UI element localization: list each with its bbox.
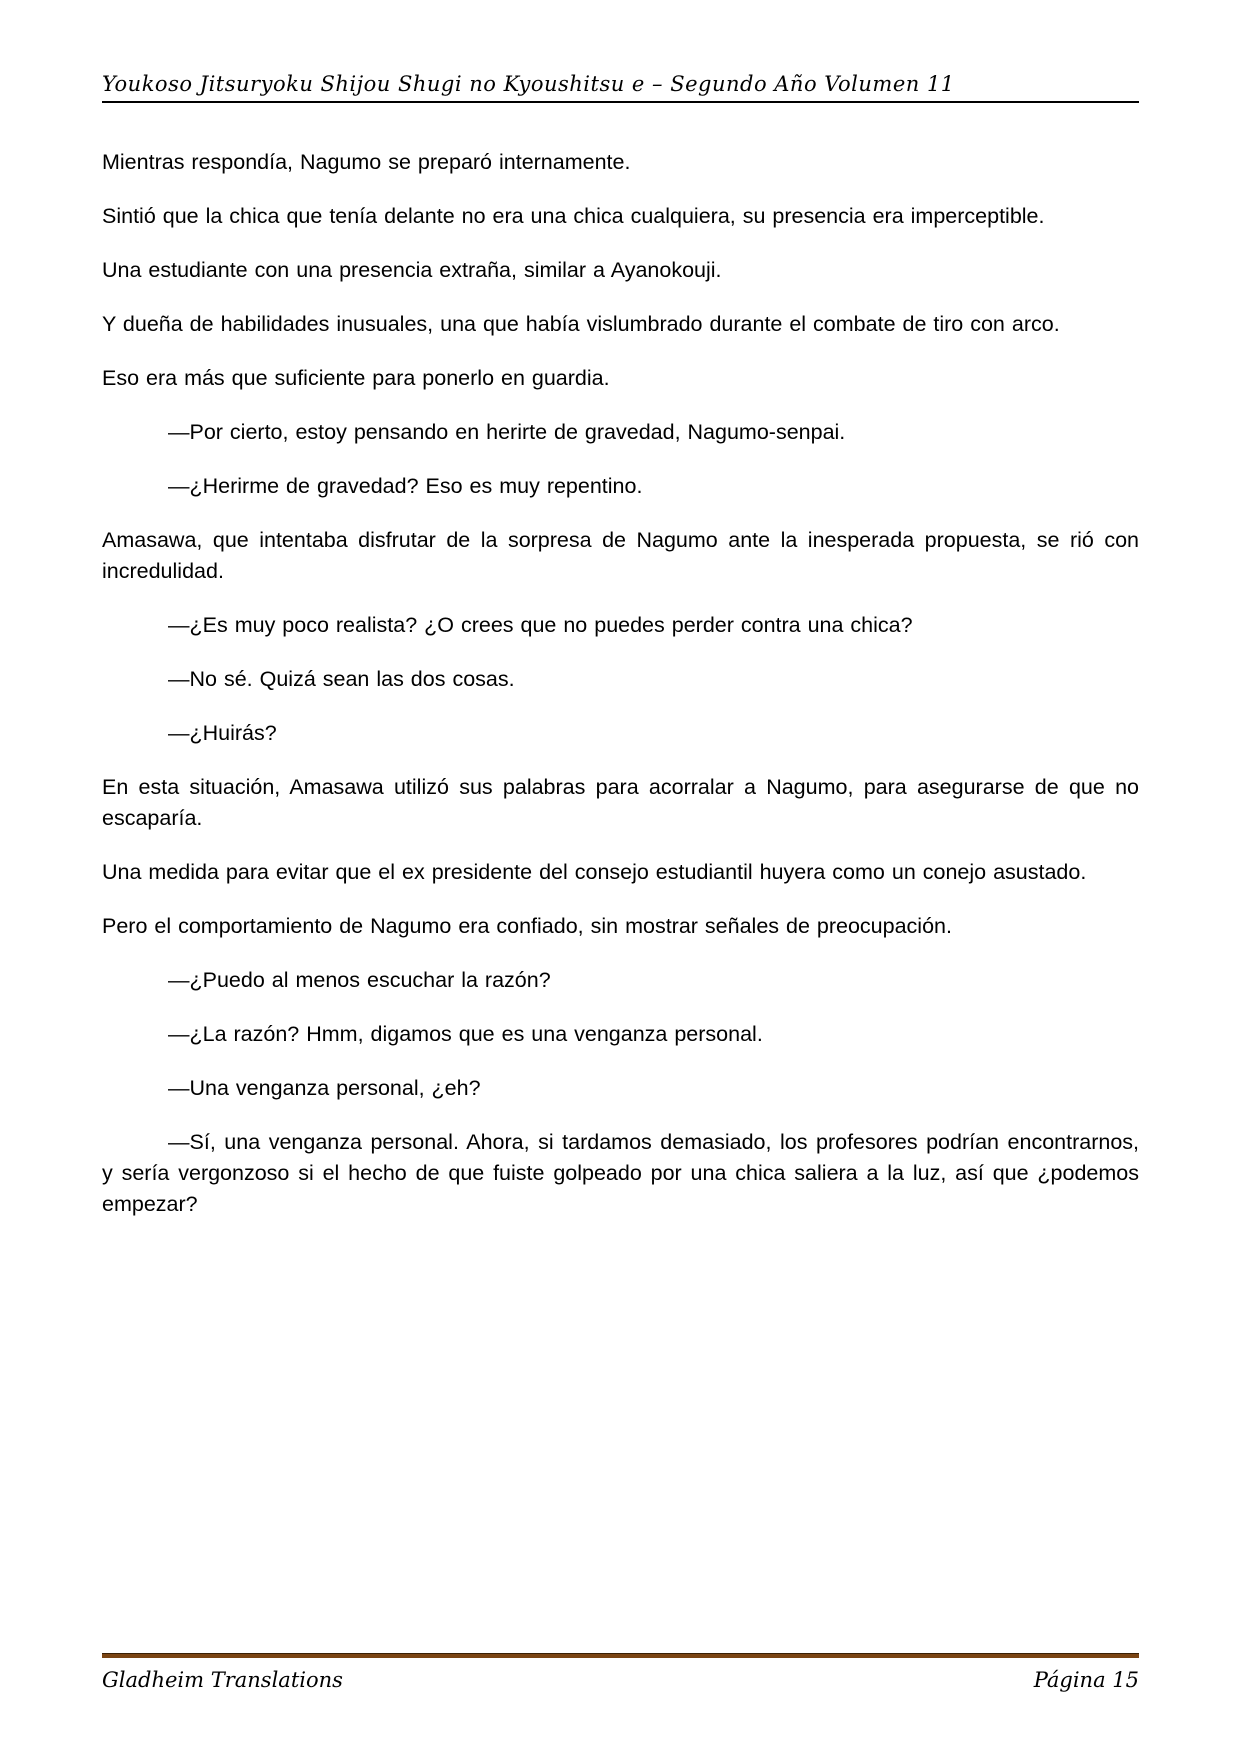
footer-rule bbox=[102, 1653, 1139, 1658]
dialogue-paragraph: —Por cierto, estoy pensando en herirte de gravedad, Nagumo-senpai. bbox=[168, 420, 846, 444]
dialogue-paragraph: —No sé. Quizá sean las dos cosas. bbox=[168, 667, 515, 691]
page-body bbox=[102, 103, 1139, 1220]
paragraph: Mientras respondía, Nagumo se preparó internamente. bbox=[102, 150, 631, 174]
dialogue-paragraph: —¿Puedo al menos escuchar la razón? bbox=[168, 968, 551, 992]
paragraph: Y dueña de habilidades inusuales, una que había vislumbrado durante el combate de tiro con arco. bbox=[102, 312, 1060, 336]
dialogue-paragraph: —¿Huirás? bbox=[168, 721, 277, 745]
paragraph: Pero el comportamiento de Nagumo era confiado, sin mostrar señales de preocupación. bbox=[102, 914, 952, 938]
footer-translator-credit: Gladheim Translations bbox=[102, 1668, 343, 1692]
page-footer bbox=[102, 1653, 1139, 1692]
paragraph: Una medida para evitar que el ex presidente del consejo estudiantil huyera como un conejo asustado. bbox=[102, 860, 1087, 884]
paragraph: Eso era más que suficiente para ponerlo en guardia. bbox=[102, 366, 610, 390]
paragraph: Sintió que la chica que tenía delante no era una chica cualquiera, su presencia era imperceptible. bbox=[102, 204, 1045, 228]
header-title: Youkoso Jitsuryoku Shijou Shugi no Kyoushitsu e – Segundo Año Volumen 11 bbox=[102, 72, 955, 96]
paragraph: Amasawa, que intentaba disfrutar de la sorpresa de Nagumo ante la inesperada propuesta, se rió con incredulidad. bbox=[102, 528, 1139, 583]
footer-page-number: Página 15 bbox=[1033, 1668, 1139, 1692]
page-header bbox=[102, 72, 1139, 103]
dialogue-paragraph: —¿Herirme de gravedad? Eso es muy repentino. bbox=[168, 474, 643, 498]
dialogue-paragraph: —Sí, una venganza personal. Ahora, si tardamos demasiado, los profesores podrían encontrarnos, y sería vergonzoso si el hecho de que fuiste golpeado por una chica saliera a la luz, así que ¿podemos empezar? bbox=[102, 1130, 1139, 1216]
footer-row bbox=[102, 1668, 1139, 1692]
paragraph: Una estudiante con una presencia extraña, similar a Ayanokouji. bbox=[102, 258, 722, 282]
dialogue-paragraph: —¿Es muy poco realista? ¿O crees que no puedes perder contra una chica? bbox=[168, 613, 913, 637]
dialogue-paragraph: —Una venganza personal, ¿eh? bbox=[168, 1076, 481, 1100]
paragraph: En esta situación, Amasawa utilizó sus palabras para acorralar a Nagumo, para asegurarse de que no escaparía. bbox=[102, 775, 1139, 830]
dialogue-paragraph: —¿La razón? Hmm, digamos que es una venganza personal. bbox=[168, 1022, 763, 1046]
